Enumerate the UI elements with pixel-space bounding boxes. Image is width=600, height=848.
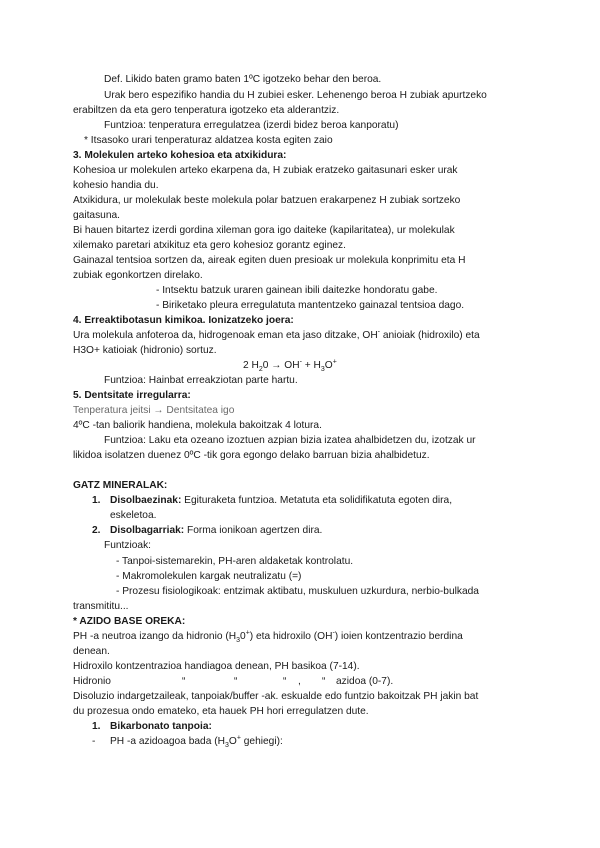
- text-line: H3O+ katioiak (hidronio) sortuz.: [73, 345, 217, 356]
- text-line: 4ºC -tan baliorik handiena, molekula bakoitzak 4 lotura.: [73, 420, 322, 431]
- list-item: 1.: [92, 495, 101, 506]
- section-heading-azido: * AZIDO BASE OREKA:: [73, 616, 186, 627]
- comma: ,: [298, 676, 301, 687]
- text-line: erabiltzen da eta gero tenperatura igotzeko eta alderantziz.: [73, 105, 340, 116]
- bullet-item: - Tanpoi-sistemarekin, PH-aren aldaketak kontrolatu.: [116, 556, 354, 567]
- chemical-equation: 2 $H_20 \to OH^- + H_3O^+$: [243, 358, 337, 374]
- text-line: Kohesioa ur molekulen arteko ekarpena da, H zubiak eratzeko gaitasunari esker urak: [73, 165, 458, 176]
- ditto-mark: “: [283, 676, 287, 687]
- text-line: Gainazal tentsioa sortzen da, aireak egiten duen presioak ur molekula konprimitu eta H: [73, 255, 466, 266]
- dash-marker: -: [92, 736, 96, 747]
- section-heading-gatz: GATZ MINERALAK:: [73, 480, 168, 491]
- text-line: Tenperatura jeitsi → Dentsitatea igo: [73, 405, 235, 416]
- text-line: Funtzioa: Hainbat erreakziotan parte hartu.: [104, 375, 298, 386]
- text-line: Ura molekula anfoteroa da, hidrogenoak eman eta jaso ditzake, OH- anioiak (hidroxilo) eta: [73, 328, 480, 341]
- text-line: Bi hauen bitartez izerdi gordina xileman gora igo daiteke (kapilaritatea), ur molekulak: [73, 225, 455, 236]
- text-line: Funtzioak:: [104, 540, 151, 551]
- bullet-item: - Prozesu fisiologikoak: entzimak aktibatu, muskuluen uzkurdura, nerbio-bulkada: [116, 586, 479, 597]
- ditto-mark: “: [182, 676, 186, 687]
- list-item-text: Disolbaezinak: Egituraketa funtzioa. Metatuta eta solidifikatuta egoten dira,: [110, 495, 453, 506]
- text-line: Disoluzio indargetzaileak, tanpoiak/buffer -ak. eskualde edo funtzio bakoitzak PH jakin bat: [73, 691, 479, 702]
- section-heading-5: 5. Dentsitate irregularra:: [73, 390, 191, 401]
- text-line: Urak bero espezifiko handia du H zubiei esker. Lehenengo beroa H zubiak apurtzeko: [104, 90, 487, 101]
- text-line: denean.: [73, 646, 110, 657]
- list-item-text: Bikarbonato tanpoia:: [110, 721, 212, 732]
- text-line: kohesio handia du.: [73, 180, 159, 191]
- text-line: du prozesua ondo emateko, eta hauek PH hori erregulatzen dute.: [73, 706, 369, 717]
- section-heading-3: 3. Molekulen arteko kohesioa eta atxikidura:: [73, 150, 287, 161]
- text-line: likidoa isolatzen duenez 0ºC -tik gora egongo delako barruan bizia ahalbidetuz.: [73, 450, 430, 461]
- definition-line: Def. Likido baten gramo baten 1ºC igotzeko behar den beroa.: [104, 74, 382, 85]
- bullet-item: - Biriketako pleura erregulatuta mantentzeko gainazal tentsioa dago.: [156, 300, 465, 311]
- text-line: Atxikidura, ur molekulak beste molekula polar batzuen erakarpenez H zubiak sortzeko: [73, 195, 461, 206]
- text-line: PH -a neutroa izango da hidronio $(H_30^+)$ eta hidroxilo (OH-) ioien kontzentrazio berdina: [73, 629, 463, 645]
- list-item: 2.: [92, 525, 101, 536]
- bullet-item: - Makromolekulen kargak neutralizatu (=): [116, 571, 302, 582]
- ditto-mark: “: [322, 676, 326, 687]
- note-line: * Itsasoko urari tenperaturaz aldatzea kosta egiten zaio: [84, 135, 333, 146]
- text-word: azidoa (0-7).: [336, 676, 394, 687]
- list-item: 1.: [92, 721, 101, 732]
- text-line: transmititu...: [73, 601, 129, 612]
- ditto-mark: “: [234, 676, 238, 687]
- text-line: zubiak egonkortzen direlako.: [73, 270, 203, 281]
- list-item-text: Disolbagarriak: Forma ionikoan agertzen dira.: [110, 525, 323, 536]
- text-line: Funtzioa: Laku eta ozeano izoztuen azpian bizia izatea ahalbidetzen du, izotzak ur: [104, 435, 476, 446]
- list-item-text: eskeletoa.: [110, 510, 157, 521]
- text-line: PH -a azidoagoa bada ($H_3O^+$ gehiegi):: [110, 734, 283, 750]
- text-line: xilemako paretari atxikituz eta gero kohesioz gorantz eginez.: [73, 240, 346, 251]
- text-word: Hidronio: [73, 676, 111, 687]
- text-line: gaitasuna.: [73, 210, 121, 221]
- section-heading-4: 4. Erreaktibotasun kimikoa. Ionizatzeko joera:: [73, 315, 294, 326]
- bullet-item: - Intsektu batzuk uraren gainean ibili daitezke hondoratu gabe.: [156, 285, 438, 296]
- text-line: Hidroxilo kontzentrazioa handiagoa denean, PH basikoa (7-14).: [73, 661, 360, 672]
- text-line: Funtzioa: tenperatura erregulatzea (izerdi bidez beroa kanporatu): [104, 120, 399, 131]
